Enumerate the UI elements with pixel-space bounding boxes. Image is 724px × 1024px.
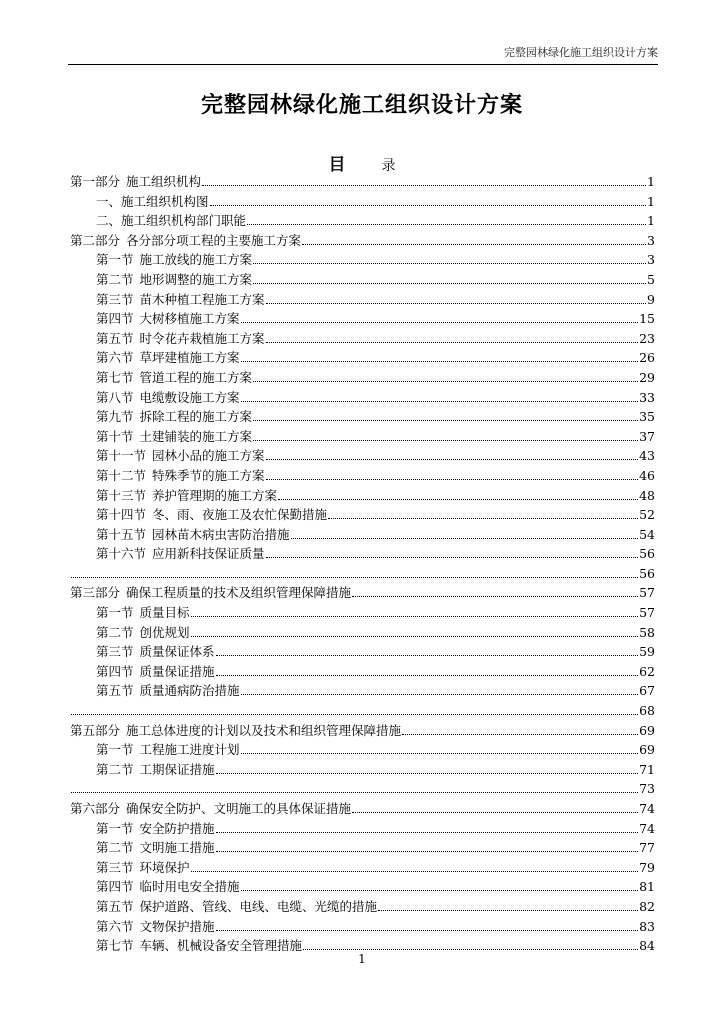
- toc-entry[interactable]: [70, 877, 655, 897]
- toc-entry-number: 第七节: [96, 938, 134, 954]
- table-of-contents: [70, 172, 655, 956]
- toc-leader-dots: [253, 440, 638, 441]
- toc-entry-title: 二、施工组织机构部门职能: [96, 213, 247, 229]
- toc-entry-page: 82: [639, 898, 655, 914]
- toc-entry-number: 第三节: [96, 291, 134, 307]
- toc-entry-page: 46: [639, 467, 655, 483]
- toc-entry[interactable]: [70, 250, 655, 270]
- toc-leader-dots: [352, 596, 638, 597]
- toc-entry-page: 43: [639, 448, 655, 464]
- toc-entry-page: 33: [639, 389, 655, 405]
- toc-entry-page: 57: [639, 605, 655, 621]
- toc-entry-page: 67: [639, 683, 655, 699]
- toc-leader-dots: [241, 322, 639, 323]
- toc-entry-page: 84: [639, 938, 655, 954]
- toc-entry-title: 文物保护措施: [139, 918, 215, 934]
- toc-entry-number: 第五节: [96, 898, 134, 914]
- toc-entry-number: 第五节: [96, 683, 134, 699]
- toc-entry[interactable]: [70, 192, 655, 212]
- toc-entry-number: 第一节: [96, 605, 134, 621]
- toc-entry-title: 地形调整的施工方案: [139, 271, 253, 287]
- toc-entry-page: 1: [647, 213, 655, 229]
- toc-entry-title: 草坪建植施工方案: [139, 350, 240, 366]
- toc-entry[interactable]: [70, 564, 655, 584]
- toc-entry-number: 第十一节: [96, 448, 147, 464]
- toc-entry[interactable]: [70, 642, 655, 662]
- toc-leader-dots: [253, 283, 646, 284]
- toc-entry-number: 第四节: [96, 311, 134, 327]
- toc-entry-page: 3: [647, 232, 655, 248]
- toc-entry-number: 第二部分: [70, 232, 121, 248]
- toc-entry-page: 9: [647, 291, 655, 307]
- toc-entry-number: 第六节: [96, 350, 134, 366]
- toc-entry-number: 第十三节: [96, 487, 147, 503]
- toc-entry[interactable]: [70, 858, 655, 878]
- toc-leader-dots: [352, 812, 638, 813]
- toc-leader-dots: [253, 381, 638, 382]
- toc-leader-dots: [328, 518, 638, 519]
- toc-leader-dots: [253, 263, 646, 264]
- toc-entry-page: 83: [639, 918, 655, 934]
- toc-entry-title: 施工组织机构: [126, 174, 202, 189]
- toc-leader-dots: [266, 342, 639, 343]
- toc-heading-char-2: 录: [381, 158, 396, 174]
- toc-leader-dots: [278, 499, 638, 500]
- toc-entry-number: 第六节: [96, 918, 134, 934]
- toc-entry-page: 74: [639, 820, 655, 836]
- toc-entry-page: 3: [647, 252, 655, 268]
- toc-entry-title: 管道工程的施工方案: [139, 369, 253, 385]
- toc-entry-number: 第三部分: [70, 585, 121, 601]
- toc-leader-dots: [216, 773, 639, 774]
- toc-entry-title: 时令花卉栽植施工方案: [139, 330, 265, 346]
- toc-entry-number: 第二节: [96, 761, 134, 777]
- toc-entry[interactable]: [70, 172, 655, 192]
- toc-entry-title: 拆除工程的施工方案: [139, 409, 253, 425]
- toc-leader-dots: [191, 616, 639, 617]
- toc-entry-number: 第十六节: [96, 546, 147, 562]
- toc-leader-dots: [241, 401, 639, 402]
- toc-entry-number: 第二节: [96, 624, 134, 640]
- toc-leader-dots: [266, 303, 647, 304]
- toc-entry-title: 创优规划: [139, 624, 190, 640]
- toc-entry-title: 质量保证措施: [139, 663, 215, 679]
- toc-entry-title: 环境保护: [139, 859, 190, 875]
- toc-entry[interactable]: [70, 603, 655, 623]
- toc-entry[interactable]: [70, 368, 655, 388]
- toc-entry-page: 56: [639, 546, 655, 562]
- toc-entry[interactable]: [70, 270, 655, 290]
- toc-entry[interactable]: [70, 779, 655, 799]
- toc-entry[interactable]: [70, 819, 655, 839]
- toc-entry[interactable]: [70, 760, 655, 780]
- toc-leader-dots: [266, 479, 639, 480]
- toc-entry-number: 第五节: [96, 330, 134, 346]
- toc-entry-title: 一、施工组织机构图: [96, 193, 209, 209]
- toc-leader-dots: [291, 538, 639, 539]
- toc-entry-number: 第一部分: [70, 174, 121, 189]
- running-header: 完整园林绿化施工组织设计方案: [504, 46, 658, 59]
- toc-entry-page: 68: [639, 703, 655, 719]
- toc-entry-title: 大树移植施工方案: [139, 311, 240, 327]
- toc-entry[interactable]: [70, 838, 655, 858]
- toc-entry-title: 确保工程质量的技术及组织管理保障措施: [126, 585, 352, 601]
- toc-entry-page: 77: [639, 840, 655, 856]
- toc-leader-dots: [71, 577, 638, 578]
- toc-entry[interactable]: [70, 721, 655, 741]
- toc-leader-dots: [241, 753, 639, 754]
- toc-leader-dots: [216, 851, 639, 852]
- toc-entry[interactable]: [70, 740, 655, 760]
- toc-entry[interactable]: [70, 917, 655, 937]
- toc-entry-page: 62: [639, 663, 655, 679]
- toc-entry-page: 79: [639, 859, 655, 875]
- toc-entry[interactable]: [70, 799, 655, 819]
- toc-entry-page: 54: [639, 526, 655, 542]
- toc-entry[interactable]: [70, 583, 655, 603]
- toc-entry-number: 第九节: [96, 409, 134, 425]
- toc-entry-number: 第十二节: [96, 467, 147, 483]
- toc-entry-title: 应用新科技保证质量: [152, 546, 265, 562]
- document-title: 完整园林绿化施工组织设计方案: [200, 93, 523, 118]
- page-number: 1: [358, 952, 366, 966]
- toc-entry-number: 第二节: [96, 271, 134, 287]
- toc-entry[interactable]: [70, 525, 655, 545]
- toc-entry[interactable]: [70, 446, 655, 466]
- toc-entry-title: 各分部分项工程的主要施工方案: [126, 232, 302, 248]
- toc-entry-title: 工程施工进度计划: [139, 742, 240, 758]
- toc-entry-page: 73: [639, 781, 655, 797]
- toc-entry[interactable]: [70, 231, 655, 251]
- toc-entry[interactable]: [70, 427, 655, 447]
- toc-entry-title: 文明施工措施: [139, 840, 215, 856]
- toc-entry-page: 52: [639, 507, 655, 523]
- toc-entry-number: 第三节: [96, 644, 134, 660]
- toc-entry-number: 第五部分: [70, 722, 121, 738]
- toc-entry[interactable]: [70, 348, 655, 368]
- toc-entry-title: 特殊季节的施工方案: [152, 467, 265, 483]
- toc-leader-dots: [191, 871, 639, 872]
- toc-entry-title: 车辆、机械设备安全管理措施: [139, 938, 303, 954]
- toc-entry[interactable]: [70, 388, 655, 408]
- toc-leader-dots: [216, 930, 639, 931]
- toc-entry-number: 第十四节: [96, 507, 147, 523]
- toc-entry[interactable]: [70, 701, 655, 721]
- toc-entry[interactable]: [70, 681, 655, 701]
- toc-entry-title: 保护道路、管线、电线、电缆、光缆的措施: [139, 898, 378, 914]
- toc-entry[interactable]: [70, 544, 655, 564]
- toc-entry-page: 23: [639, 330, 655, 346]
- toc-entry-page: 26: [639, 350, 655, 366]
- toc-entry-number: 第七节: [96, 369, 134, 385]
- toc-entry-title: 园林苗木病虫害防治措施: [152, 526, 290, 542]
- toc-entry[interactable]: [70, 407, 655, 427]
- toc-entry-number: 第一节: [96, 252, 134, 268]
- toc-entry-page: 58: [639, 624, 655, 640]
- toc-entry-page: 37: [639, 428, 655, 444]
- toc-entry[interactable]: [70, 505, 655, 525]
- toc-entry-page: 15: [639, 311, 655, 327]
- toc-leader-dots: [266, 557, 639, 558]
- toc-entry-title: 工期保证措施: [139, 761, 215, 777]
- toc-entry[interactable]: [70, 290, 655, 310]
- toc-entry-page: 69: [639, 742, 655, 758]
- toc-leader-dots: [253, 420, 638, 421]
- toc-leader-dots: [241, 694, 639, 695]
- toc-entry-title: 安全防护措施: [139, 820, 215, 836]
- toc-entry-title: 施工放线的施工方案: [139, 252, 253, 268]
- toc-leader-dots: [247, 224, 646, 225]
- toc-leader-dots: [302, 244, 646, 245]
- toc-entry-page: 81: [639, 879, 655, 895]
- toc-entry-number: 第一节: [96, 820, 134, 836]
- toc-heading-char-1: 目: [328, 155, 346, 175]
- toc-entry[interactable]: [70, 486, 655, 506]
- toc-entry-number: 第八节: [96, 389, 134, 405]
- toc-entry[interactable]: [70, 623, 655, 643]
- toc-leader-dots: [71, 714, 638, 715]
- toc-entry-page: 57: [639, 585, 655, 601]
- toc-entry-title: 确保安全防护、文明施工的具体保证措施: [126, 801, 352, 816]
- toc-entry-title: 园林小品的施工方案: [152, 448, 265, 464]
- toc-leader-dots: [216, 832, 639, 833]
- toc-leader-dots: [71, 792, 638, 793]
- toc-entry-number: 第四节: [96, 663, 134, 679]
- toc-leader-dots: [202, 185, 646, 186]
- toc-entry-page: 74: [639, 801, 655, 816]
- toc-entry[interactable]: [70, 897, 655, 917]
- toc-entry-page: 48: [639, 487, 655, 503]
- toc-entry-page: 5: [647, 271, 655, 287]
- toc-entry[interactable]: [70, 466, 655, 486]
- toc-entry-title: 苗木种植工程施工方案: [139, 291, 265, 307]
- toc-entry-title: 土建铺装的施工方案: [139, 428, 253, 444]
- toc-leader-dots: [241, 361, 639, 362]
- toc-entry-title: 临时用电安全措施: [139, 879, 240, 895]
- toc-entry-title: 质量保证体系: [139, 644, 215, 660]
- toc-entry-number: 第四节: [96, 879, 134, 895]
- toc-entry-page: 56: [639, 565, 655, 581]
- toc-leader-dots: [241, 890, 639, 891]
- toc-entry-number: 第十节: [96, 428, 134, 444]
- toc-leader-dots: [402, 734, 638, 735]
- toc-entry-number: 第二节: [96, 840, 134, 856]
- toc-entry[interactable]: [70, 662, 655, 682]
- toc-entry[interactable]: [70, 309, 655, 329]
- toc-entry-title: 冬、雨、夜施工及农忙保勤措施: [152, 507, 328, 523]
- toc-entry-title: 电缆敷设施工方案: [139, 389, 240, 405]
- toc-entry[interactable]: [70, 211, 655, 231]
- toc-leader-dots: [216, 675, 639, 676]
- toc-entry-page: 1: [647, 174, 655, 189]
- toc-leader-dots: [191, 636, 639, 637]
- toc-entry-number: 第十五节: [96, 526, 147, 542]
- toc-entry-page: 71: [639, 761, 655, 777]
- toc-leader-dots: [266, 459, 639, 460]
- toc-leader-dots: [378, 910, 638, 911]
- toc-entry-page: 29: [639, 369, 655, 385]
- toc-entry-page: 1: [647, 193, 655, 209]
- toc-entry-page: 69: [639, 722, 655, 738]
- toc-entry-page: 59: [639, 644, 655, 660]
- toc-entry-title: 质量目标: [139, 605, 190, 621]
- toc-entry[interactable]: [70, 329, 655, 349]
- toc-leader-dots: [303, 949, 638, 950]
- toc-entry-title: 质量通病防治措施: [139, 683, 240, 699]
- toc-entry-number: 第一节: [96, 742, 134, 758]
- toc-entry-title: 养护管理期的施工方案: [152, 487, 278, 503]
- toc-leader-dots: [210, 205, 647, 206]
- toc-entry-page: 35: [639, 409, 655, 425]
- toc-entry-number: 第三节: [96, 859, 134, 875]
- header-rule: [68, 64, 658, 65]
- toc-entry-title: 施工总体进度的计划以及技术和组织管理保障措施: [126, 722, 402, 738]
- toc-leader-dots: [216, 655, 639, 656]
- toc-entry-number: 第六部分: [70, 801, 121, 816]
